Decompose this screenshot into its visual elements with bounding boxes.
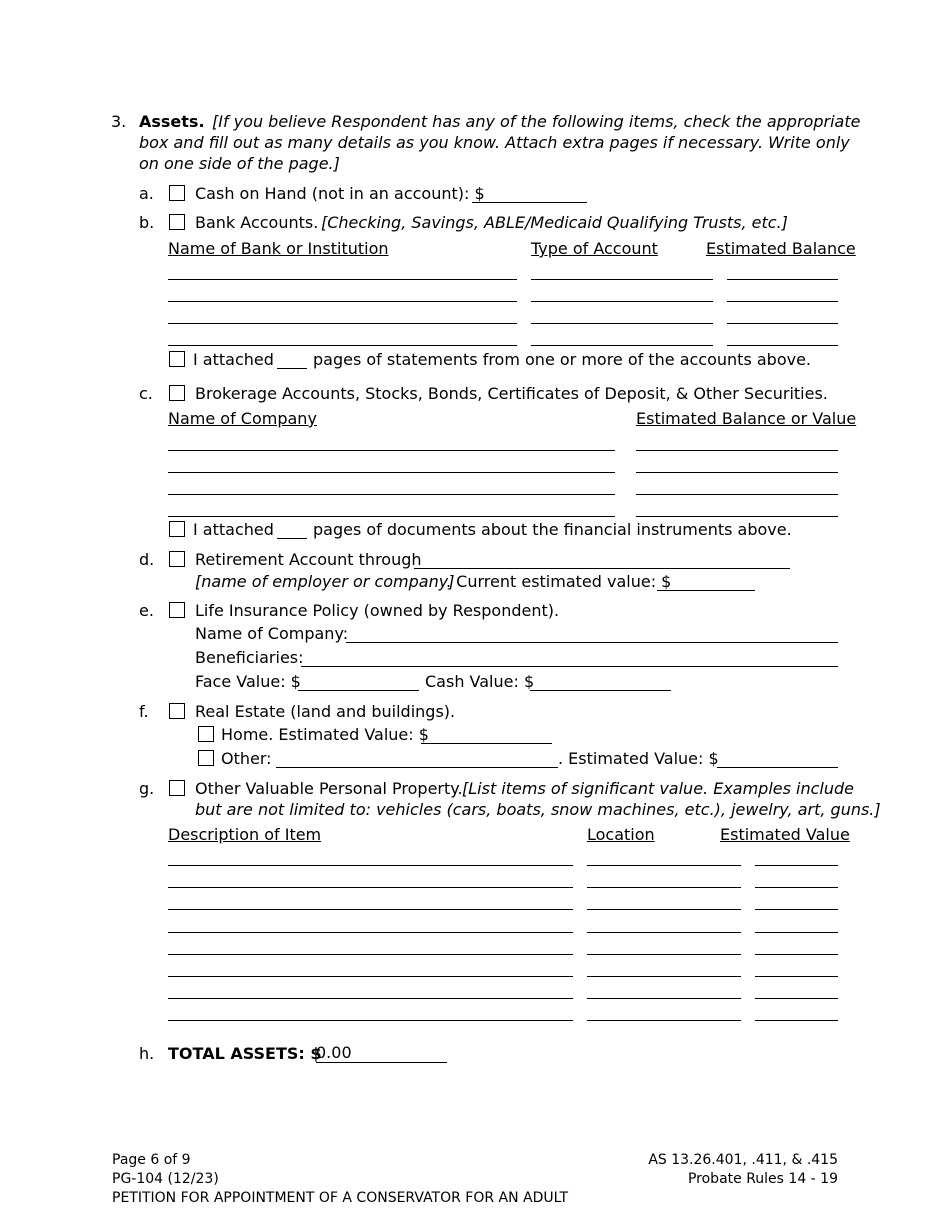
bank-attached-checkbox[interactable] (169, 351, 185, 367)
property-description-field[interactable] (168, 976, 573, 977)
property-value-field[interactable] (755, 954, 838, 955)
item-c-letter: c. (139, 384, 153, 403)
retirement-employer-field[interactable] (414, 568, 790, 569)
property-col-description-header: Description of Item (168, 825, 322, 844)
bank-col-type-header: Type of Account (531, 239, 658, 258)
property-value-field[interactable] (755, 887, 838, 888)
home-value-field[interactable] (421, 743, 552, 744)
property-location-field[interactable] (587, 1020, 741, 1021)
section-title: Assets. (139, 112, 205, 131)
other-real-estate-checkbox[interactable] (198, 750, 214, 766)
total-assets-field-line (316, 1062, 447, 1063)
bank-accounts-checkbox[interactable] (169, 214, 185, 230)
insurance-company-label: Name of Company: (195, 624, 349, 643)
item-h-letter: h. (139, 1044, 155, 1063)
bank-name-field[interactable] (168, 345, 517, 346)
property-description-field[interactable] (168, 865, 573, 866)
brokerage-attached-label-pre: I attached (193, 520, 274, 539)
item-a-letter: a. (139, 184, 154, 203)
bank-attached-pages-field[interactable] (277, 368, 307, 369)
bank-attached-label-pre: I attached (193, 350, 274, 369)
personal-property-label: Other Valuable Personal Property. (195, 779, 463, 798)
property-description-field[interactable] (168, 1020, 573, 1021)
retirement-value-field[interactable] (657, 590, 755, 591)
footer-form-number: PG-104 (12/23) (112, 1171, 219, 1187)
property-value-field[interactable] (755, 932, 838, 933)
item-g-letter: g. (139, 779, 155, 798)
property-location-field[interactable] (587, 909, 741, 910)
beneficiaries-field[interactable] (301, 666, 838, 667)
other-value-field[interactable] (717, 767, 838, 768)
property-location-field[interactable] (587, 976, 741, 977)
property-description-field[interactable] (168, 998, 573, 999)
brokerage-value-field[interactable] (636, 494, 838, 495)
property-description-field[interactable] (168, 932, 573, 933)
retirement-label: Retirement Account through (195, 550, 422, 569)
brokerage-col-value-header: Estimated Balance or Value (636, 409, 857, 428)
personal-property-checkbox[interactable] (169, 780, 185, 796)
brokerage-name-field[interactable] (168, 472, 615, 473)
brokerage-value-field[interactable] (636, 472, 838, 473)
bank-name-field[interactable] (168, 323, 517, 324)
brokerage-attached-label-post: pages of documents about the financial instruments above. (313, 520, 792, 539)
bank-accounts-hint: [Checking, Savings, ABLE/Medicaid Qualifying Trusts, etc.] (321, 213, 788, 232)
footer-statute: AS 13.26.401, .411, & .415 (648, 1152, 838, 1168)
property-location-field[interactable] (587, 865, 741, 866)
section-instructions-line-1: [If you believe Respondent has any of the following items, check the appropriate (212, 112, 861, 131)
bank-type-field[interactable] (531, 345, 713, 346)
bank-balance-field[interactable] (727, 301, 838, 302)
item-e-letter: e. (139, 601, 154, 620)
footer-page-number: Page 6 of 9 (112, 1152, 191, 1168)
real-estate-checkbox[interactable] (169, 703, 185, 719)
property-value-field[interactable] (755, 865, 838, 866)
brokerage-col-name-header: Name of Company (168, 409, 317, 428)
property-description-field[interactable] (168, 954, 573, 955)
face-value-label: Face Value: $ (195, 672, 301, 691)
bank-type-field[interactable] (531, 301, 713, 302)
bank-attached-label-post: pages of statements from one or more of the accounts above. (313, 350, 812, 369)
cash-value-label: Cash Value: $ (425, 672, 535, 691)
bank-type-field[interactable] (531, 279, 713, 280)
personal-property-hint-1: [List items of significant value. Examples include (462, 779, 855, 798)
brokerage-value-field[interactable] (636, 516, 838, 517)
bank-name-field[interactable] (168, 301, 517, 302)
bank-type-field[interactable] (531, 323, 713, 324)
brokerage-attached-checkbox[interactable] (169, 521, 185, 537)
home-checkbox[interactable] (198, 726, 214, 742)
brokerage-name-field[interactable] (168, 516, 615, 517)
other-real-estate-field[interactable] (276, 767, 558, 768)
bank-balance-field[interactable] (727, 345, 838, 346)
property-value-field[interactable] (755, 998, 838, 999)
property-description-field[interactable] (168, 887, 573, 888)
item-b-letter: b. (139, 213, 155, 232)
footer-rules: Probate Rules 14 - 19 (687, 1171, 838, 1187)
other-real-estate-label: Other: (221, 749, 272, 768)
bank-name-field[interactable] (168, 279, 517, 280)
face-value-field[interactable] (298, 690, 419, 691)
retirement-employer-hint: [name of employer or company] (195, 572, 455, 591)
property-value-field[interactable] (755, 909, 838, 910)
cash-on-hand-label: Cash on Hand (not in an account): $ (195, 184, 485, 203)
item-f-letter: f. (139, 702, 149, 721)
cash-value-field[interactable] (530, 690, 671, 691)
retirement-value-label: . Current estimated value: $ (446, 572, 672, 591)
bank-balance-field[interactable] (727, 323, 838, 324)
section-instructions-line-2: box and fill out as many details as you know. Attach extra pages if necessary. Write only (139, 133, 850, 152)
brokerage-label: Brokerage Accounts, Stocks, Bonds, Certificates of Deposit, & Other Securities. (195, 384, 828, 403)
brokerage-name-field[interactable] (168, 494, 615, 495)
cash-on-hand-checkbox[interactable] (169, 185, 185, 201)
property-value-field[interactable] (755, 1020, 838, 1021)
brokerage-value-field[interactable] (636, 450, 838, 451)
home-label: Home. Estimated Value: $ (221, 725, 429, 744)
total-assets-label: TOTAL ASSETS: $ (168, 1044, 322, 1063)
brokerage-checkbox[interactable] (169, 385, 185, 401)
bank-col-name-header: Name of Bank or Institution (168, 239, 389, 258)
property-location-field[interactable] (587, 887, 741, 888)
brokerage-name-field[interactable] (168, 450, 615, 451)
beneficiaries-label: Beneficiaries: (195, 648, 304, 667)
footer-form-title: PETITION FOR APPOINTMENT OF A CONSERVATOR FOR AN ADULT (112, 1190, 569, 1206)
personal-property-hint-2: but are not limited to: vehicles (cars, boats, snow machines, etc.), jewelry, art, guns.] (195, 800, 881, 819)
insurance-company-field[interactable] (346, 642, 838, 643)
property-col-value-header: Estimated Value (720, 825, 850, 844)
cash-on-hand-field[interactable] (472, 202, 587, 203)
bank-accounts-label: Bank Accounts. (195, 213, 319, 232)
retirement-checkbox[interactable] (169, 551, 185, 567)
life-insurance-checkbox[interactable] (169, 602, 185, 618)
bank-col-balance-header: Estimated Balance (706, 239, 856, 258)
real-estate-label: Real Estate (land and buildings). (195, 702, 456, 721)
life-insurance-label: Life Insurance Policy (owned by Respondent). (195, 601, 560, 620)
property-col-location-header: Location (587, 825, 655, 844)
section-instructions-line-3: on one side of the page.] (139, 154, 340, 173)
property-location-field[interactable] (587, 998, 741, 999)
bank-balance-field[interactable] (727, 279, 838, 280)
property-location-field[interactable] (587, 954, 741, 955)
other-value-label: . Estimated Value: $ (558, 749, 719, 768)
property-value-field[interactable] (755, 976, 838, 977)
brokerage-attached-pages-field[interactable] (277, 538, 307, 539)
total-assets-value[interactable]: 0.00 (316, 1043, 352, 1062)
item-d-letter: d. (139, 550, 155, 569)
property-location-field[interactable] (587, 932, 741, 933)
section-number: 3. (111, 112, 127, 131)
property-description-field[interactable] (168, 909, 573, 910)
